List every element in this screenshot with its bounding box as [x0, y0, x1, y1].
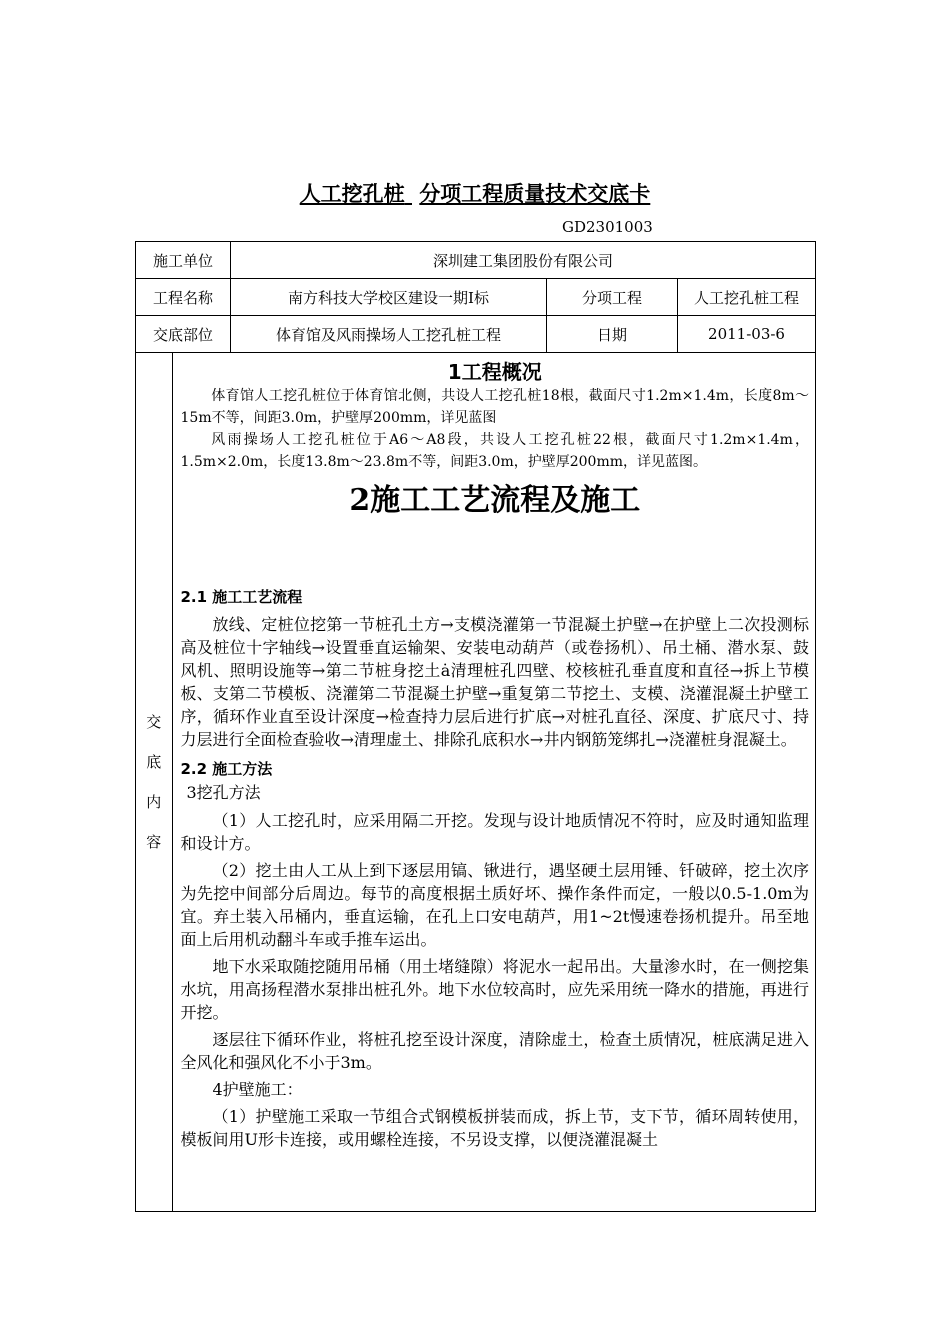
section-2-1: 2.1 施工工艺流程 [180, 588, 303, 606]
unit-value: 深圳建工集团股份有限公司 [231, 242, 816, 279]
side-char-3: 内 [146, 793, 162, 811]
part-row [136, 316, 816, 353]
date-value: 2011-03-6 [678, 316, 816, 353]
process-paragraph: 放线、定桩位挖第一节桩孔土方→支模浇灌第一节混凝土护壁→在护壁上二次投测标高及桩位十字轴线→设置垂直运输架、安装电动葫芦（或卷扬机）、吊土桶、潜水泵、鼓风机、照明设施等→第二节桩身挖土ȧ清理桩孔四壁、校核桩孔垂直度和直径→拆上节模板、支第二节模板、浇灌第二节混凝土护壁→重复第二节挖土、支模、浇灌混凝土护壁工序，循环作业直至设计深度→检查持力层后进行扩底→对桩孔直径、深度、扩底尺寸、持力层进行全面检查验收→清理虚土、排除孔底积水→井内钢筋笼绑扎→浇灌桩身混凝土。 [180, 615, 810, 749]
side-char-4: 容 [146, 833, 162, 851]
heading-process: 2施工工艺流程及施工 [349, 483, 641, 518]
content-inner-table [136, 353, 815, 1211]
disclosure-table [135, 241, 816, 1212]
part-label: 交底部位 [136, 316, 231, 353]
part-value: 体育馆及风雨操场人工挖孔桩工程 [231, 316, 547, 353]
subproject-value: 人工挖孔桩工程 [678, 279, 816, 316]
overview-paragraph-2: 风雨操场人工挖孔桩位于A6～A8段，共设人工挖孔桩22根，截面尺寸1.2m×1.4m，1.5m×2.0m，长度13.8m～23.8m不等，间距3.0m，护壁厚200mm，详见蓝图。 [180, 432, 810, 470]
unit-label: 施工单位 [136, 242, 231, 279]
excavation-paragraph-4: 逐层往下循环作业，将桩孔挖至设计深度，清除虚土，检查土质情况，桩底满足进入全风化和强风化不小于3m。 [180, 1030, 810, 1072]
title-topic: 人工挖孔桩 [299, 182, 405, 206]
heading-overview: 1工程概况 [447, 360, 542, 384]
section-4-heading: 4护壁施工： [212, 1080, 303, 1099]
content-cell [172, 353, 815, 1211]
unit-row [136, 242, 816, 279]
retaining-wall-paragraph: （1）护壁施工采取一节组合式钢模板拼装而成，拆上节，支下节，循环周转使用，模板间用U形卡连接，或用螺栓连接，不另设支撑，以便浇灌混凝土 [180, 1107, 810, 1149]
content-row [136, 353, 816, 1212]
date-label: 日期 [547, 316, 678, 353]
side-char-1: 交 [146, 713, 162, 731]
project-row [136, 279, 816, 316]
project-label: 工程名称 [136, 279, 231, 316]
content-body [181, 353, 810, 1211]
subproject-label: 分项工程 [547, 279, 678, 316]
document-title [0, 178, 950, 208]
overview-paragraph-1: 体育馆人工挖孔桩位于体育馆北侧，共设人工挖孔桩18根，截面尺寸1.2m×1.4m，长度8m～15m不等，间距3.0m，护壁厚200mm，详见蓝图 [180, 388, 810, 426]
content-wrapper [136, 353, 816, 1212]
excavation-paragraph-1: （1）人工挖孔时，应采用隔二开挖。发现与设计地质情况不符时，应及时通知监理和设计方。 [180, 811, 810, 853]
excavation-paragraph-3: 地下水采取随挖随用吊桶（用土堵缝隙）将泥水一起吊出。大量渗水时，在一侧挖集水坑，用高扬程潜水泵排出桩孔外。地下水位较高时，应先采用统一降水的措施，再进行开挖。 [180, 957, 810, 1022]
title-suffix: 分项工程质量技术交底卡 [419, 182, 651, 206]
section-3-heading: 3挖孔方法 [186, 783, 261, 802]
document-code: GD2301003 [562, 218, 653, 236]
project-value: 南方科技大学校区建设一期Ⅰ标 [231, 279, 547, 316]
side-label [136, 353, 172, 1211]
section-2-2: 2.2 施工方法 [180, 760, 273, 778]
side-char-2: 底 [146, 753, 162, 771]
excavation-paragraph-2: （2）挖土由人工从上到下逐层用镐、锹进行，遇坚硬土层用锤、钎破碎，挖土次序为先挖中间部分后周边。每节的高度根据土质好坏、操作条件而定，一般以0.5-1.0m为宜。弃土装入吊桶内，垂直运输，在孔上口安电葫芦，用1~2t慢速卷扬机提升。吊至地面上后用机动翻斗车或手推车运出。 [180, 861, 810, 949]
